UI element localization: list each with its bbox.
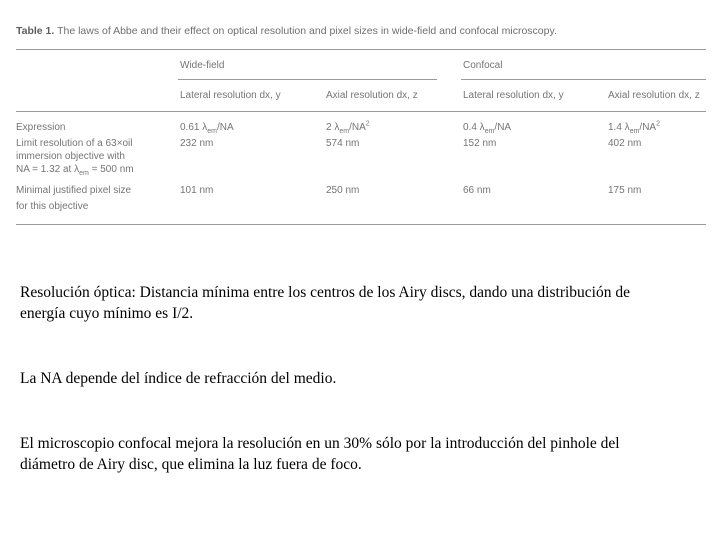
table-header-rule (16, 111, 706, 112)
formula-wf-axial: 2 $\lambda_{em}/NA^2$ (326, 120, 370, 135)
group-header-confocal: Confocal (463, 60, 503, 71)
value-pixel-wf-lateral: 101 nm (180, 185, 214, 196)
paragraph-confocal-improvement: El microscopio confocal mejora la resolución en un 30% sólo por la introducción del pinhole del diámetro de Airy disc, que elimina la luz fuera de foco. (20, 435, 620, 473)
value-limit-cf-axial: 402 nm (608, 138, 642, 149)
value-pixel-wf-axial: 250 nm (326, 185, 360, 196)
value-pixel-cf-axial: 175 nm (608, 185, 642, 196)
value-limit-wf-axial: 574 nm (326, 138, 360, 149)
table-label: Table 1. (16, 25, 55, 37)
table-title-text: The laws of Abbe and their effect on optical resolution and pixel sizes in wide-field and confocal microscopy. (57, 25, 557, 37)
paragraph-na-dependence: La NA depende del índice de refracción del medio. (20, 370, 337, 387)
row-label-expression: Expression (16, 122, 66, 133)
col-header-cf-axial: Axial resolution dx, z (608, 90, 700, 101)
col-header-wf-lateral: Lateral resolution dx, y (180, 90, 281, 101)
table-caption (16, 25, 706, 37)
value-limit-cf-lateral: 152 nm (463, 138, 497, 149)
formula-cf-lateral: 0.4 $\lambda_{em}/NA$ (463, 122, 512, 135)
row-label-limit-resolution: Limit resolution of a 63×oil immersion objective with NA = 1.32 at $\lambda_{em} = 500$ nm (16, 138, 134, 177)
table-top-rule (16, 49, 706, 50)
group-rule-confocal (461, 79, 706, 80)
row-label-pixel-size: Minimal justified pixel size for this objective (16, 185, 132, 212)
paragraph-optical-resolution: Resolución óptica: Distancia mínima entre los centros de los Airy discs, dando una distribución de energía cuyo mínimo es I/2. (20, 284, 630, 322)
group-header-widefield: Wide-field (180, 60, 225, 71)
col-header-wf-axial: Axial resolution dx, z (326, 90, 418, 101)
value-limit-wf-lateral: 232 nm (180, 138, 214, 149)
formula-wf-lateral: 0.61 $\lambda_{em}/NA$ (180, 122, 234, 135)
formula-cf-axial: 1.4 $\lambda_{em}/NA^2$ (608, 120, 660, 135)
value-pixel-cf-lateral: 66 nm (463, 185, 491, 196)
col-header-cf-lateral: Lateral resolution dx, y (463, 90, 564, 101)
table-bottom-rule (16, 224, 706, 225)
group-rule-widefield (178, 79, 437, 80)
